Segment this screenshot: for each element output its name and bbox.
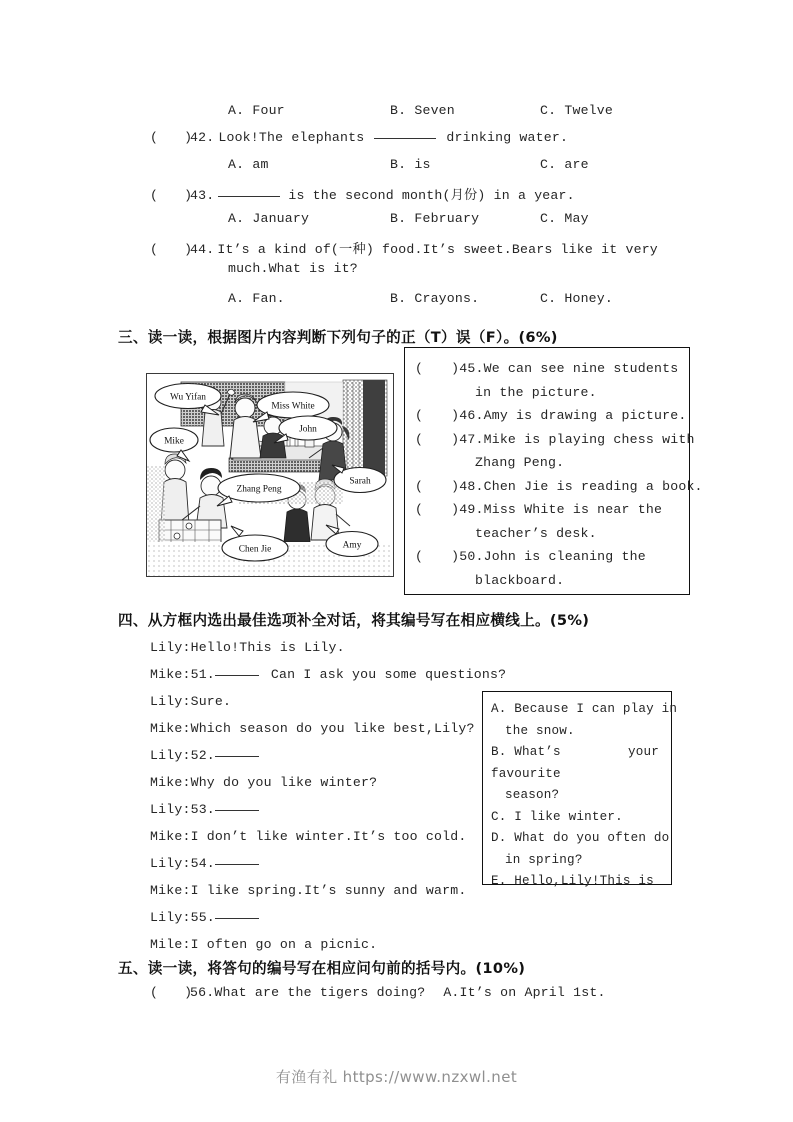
tf-item-49: ( )49.Miss White is near the: [415, 502, 663, 517]
section-three-heading: 三、读一读，根据图片内容判断下列句子的正（T）误（F）。(6%): [118, 329, 558, 346]
tf-47-number: 47.: [459, 431, 484, 447]
q44-line2: much.What is it?: [228, 261, 358, 276]
q43-option-c: C. May: [540, 211, 589, 226]
choice-c-line1: C. I like winter.: [491, 809, 623, 824]
choice-b-your: your: [627, 745, 659, 759]
q43-bracket[interactable]: ( ): [150, 188, 193, 203]
blank-55[interactable]: [215, 918, 259, 919]
choice-b-line3: season?: [505, 788, 560, 802]
tf-item-46: ( )46.Amy is drawing a picture.: [415, 408, 687, 423]
svg-text:Mike: Mike: [164, 436, 184, 447]
q44-option-b: B. Crayons.: [390, 291, 480, 306]
q42-answer-blank[interactable]: [374, 138, 436, 139]
choice-b-label: B. What’s: [491, 745, 561, 759]
choice-d-line2: in spring?: [505, 852, 583, 867]
q42-text-before: Look!The elephants: [218, 130, 365, 145]
choice-options-box: [482, 691, 678, 888]
dialogue-line-7: Lily:53.: [150, 802, 259, 817]
tf-item-47: ( )47.Mike is playing chess with: [415, 431, 695, 447]
choice-a-line1: A. Because I can play in: [491, 702, 678, 716]
dialogue-line-12: Mile:I often go on a picnic.: [150, 937, 378, 952]
classroom-illustration: [146, 373, 394, 577]
question-42: [150, 130, 568, 145]
q56-answer: A.It’s on April 1st.: [443, 985, 606, 1000]
illustration-svg: [147, 374, 393, 576]
svg-text:Chen Jie: Chen Jie: [238, 544, 272, 555]
q41-option-b: B. Seven: [390, 103, 455, 118]
q43-option-a: A. January: [228, 211, 310, 226]
svg-text:Zhang Peng: Zhang Peng: [236, 484, 282, 495]
q42-option-c: C. are: [540, 157, 589, 172]
tf-47-line2: Zhang Peng.: [475, 455, 565, 470]
tf-45-number: 45.: [459, 361, 484, 376]
tf-49-line1: Miss White is near the: [483, 502, 663, 517]
dialogue-line-2: Mike:51. Can I ask you some questions?: [150, 667, 507, 682]
section-five-heading: 五、读一读，将答句的编号写在相应问句前的括号内。(10%): [118, 960, 526, 977]
tf-50-line1: John is cleaning the: [483, 549, 646, 564]
dialogue-line-9: Lily:54.: [150, 856, 259, 871]
q43-text-after: is the second month(月份) in a year.: [288, 188, 575, 203]
dialogue-line-11: Lily:55.: [150, 910, 259, 925]
choice-a-line2: the snow.: [505, 723, 575, 738]
q43-option-b: B. February: [390, 211, 480, 226]
dialogue-line-8: Mike:I don’t like winter.It’s too cold.: [150, 829, 467, 844]
q41-option-a: A. Four: [228, 103, 285, 118]
svg-text:Wu Yifan: Wu Yifan: [170, 392, 206, 403]
tf-50-number: 50.: [459, 549, 484, 564]
blank-51[interactable]: [215, 675, 259, 676]
q42-bracket[interactable]: ( ): [150, 130, 193, 145]
q44-bracket[interactable]: ( ): [150, 242, 193, 257]
svg-text:John: John: [299, 424, 317, 435]
tf-46-line1: Amy is drawing a picture.: [483, 408, 687, 423]
blank-53[interactable]: [215, 810, 259, 811]
tf-48-line1: Chen Jie is reading a book.: [483, 478, 703, 494]
tf-45-line2: in the picture.: [475, 384, 597, 400]
choice-e-line1: E. Hello,Lily!This is: [491, 874, 654, 888]
tf-47-line1: Mike is playing chess with: [483, 431, 695, 447]
choice-b-line1: [491, 742, 659, 764]
q42-option-b: B. is: [390, 157, 431, 172]
tf-item-50: ( )50.John is cleaning the: [415, 549, 646, 564]
choice-b-line2: favourite: [491, 766, 561, 781]
q43-options-row: [140, 211, 700, 231]
q42-options-row: [140, 157, 700, 177]
svg-text:Miss White: Miss White: [271, 401, 315, 412]
tf-49-number: 49.: [459, 502, 484, 517]
question-43: [150, 184, 575, 203]
tf-45-line1: We can see nine students: [483, 361, 679, 376]
choice-d-line1: D. What do you often do: [491, 831, 670, 845]
q56-question: What are the tigers doing?: [214, 985, 426, 1000]
question-44: [150, 238, 658, 257]
dialogue-line-10: Mike:I like spring.It’s sunny and warm.: [150, 883, 467, 898]
dialogue-line-1: Lily:Hello!This is Lily.: [150, 640, 345, 655]
q43-answer-blank[interactable]: [218, 196, 280, 197]
q42-number: 42.: [190, 130, 215, 145]
true-false-box: [404, 347, 703, 595]
blank-54[interactable]: [215, 864, 259, 865]
svg-text:Sarah: Sarah: [349, 476, 371, 487]
q44-option-a: A. Fan.: [228, 291, 285, 306]
question-56: [150, 985, 606, 1000]
q42-text-after: drinking water.: [446, 130, 569, 145]
tf-item-45: ( )45.We can see nine students: [415, 361, 679, 376]
q43-number: 43.: [190, 188, 215, 203]
q56-number: 56.: [190, 985, 215, 1000]
blank-52[interactable]: [215, 756, 259, 757]
svg-text:Amy: Amy: [342, 540, 362, 551]
q44-line1: It’s a kind of(一种) food.It’s sweet.Bears like it very: [217, 242, 658, 257]
dialogue-line-5: Lily:52.: [150, 748, 259, 763]
dialogue-line-4: Mike:Which season do you like best,Lily?: [150, 721, 475, 736]
q44-number: 44.: [190, 242, 215, 257]
q44-options-row: [140, 291, 700, 311]
dialogue-line-3: Lily:Sure.: [150, 694, 232, 709]
tf-46-number: 46.: [459, 408, 484, 423]
q56-bracket[interactable]: ( ): [150, 985, 193, 1000]
section-four-heading: 四、从方框内选出最佳选项补全对话，将其编号写在相应横线上。(5%): [118, 612, 590, 629]
q41-option-c: C. Twelve: [540, 103, 614, 118]
q42-option-a: A. am: [228, 157, 269, 172]
tf-50-line2: blackboard.: [475, 572, 565, 588]
footer-watermark: 有渔有礼 https://www.nzxwl.net: [275, 1068, 518, 1086]
tf-49-line2: teacher’s desk.: [475, 525, 597, 541]
tf-48-number: 48.: [459, 478, 484, 494]
tf-item-48: ( )48.Chen Jie is reading a book.: [415, 478, 703, 494]
dialogue-line-6: Mike:Why do you like winter?: [150, 775, 378, 790]
q41-options-row: [140, 103, 700, 123]
q44-option-c: C. Honey.: [540, 291, 614, 306]
